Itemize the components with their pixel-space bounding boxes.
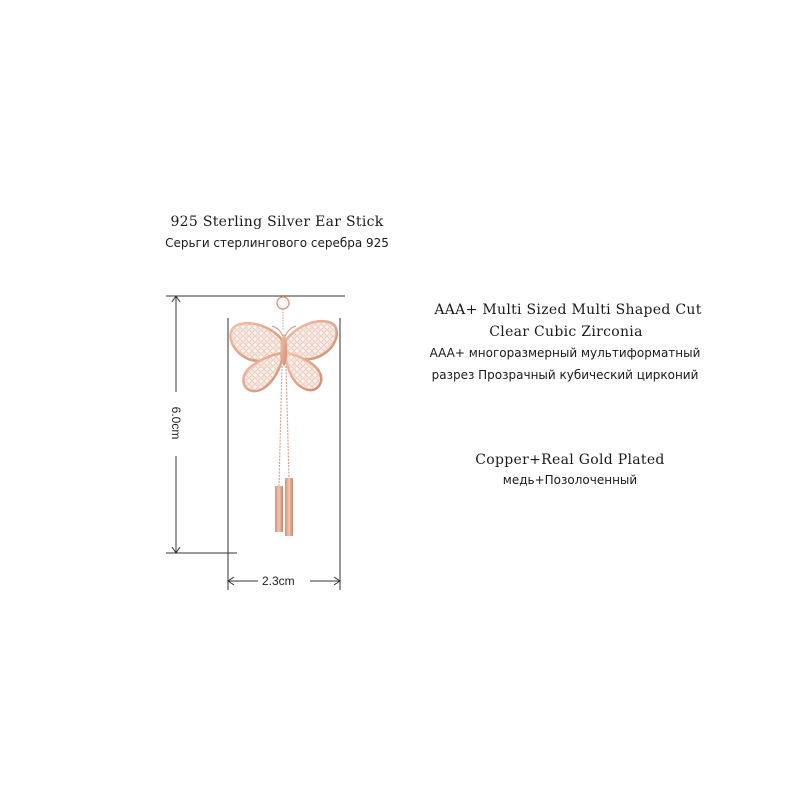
material-title-ru: медь+Позолоченный bbox=[502, 473, 638, 487]
zirconia-title-ru-line1: AAA+ многоразмерный мультиформатный bbox=[429, 346, 701, 360]
butterfly-pendant bbox=[230, 321, 336, 391]
ear-stick-title-ru: Серьги стерлингового серебра 925 bbox=[165, 236, 389, 250]
zirconia-title-en-line1: AAA+ Multi Sized Multi Shaped Cut bbox=[434, 302, 702, 318]
zirconia-title-ru-line2: разрез Прозрачный кубический цирконий bbox=[431, 368, 699, 382]
tassel-chains bbox=[279, 366, 289, 486]
ear-stick-post bbox=[277, 296, 289, 330]
width-dimension-label: 2.3cm bbox=[262, 574, 295, 588]
tassel-bars bbox=[275, 478, 293, 536]
zirconia-title-en-line2: Clear Cubic Zirconia bbox=[489, 324, 643, 340]
ear-stick-title-en: 925 Sterling Silver Ear Stick bbox=[170, 214, 384, 230]
height-dimension-label: 6.0cm bbox=[169, 406, 183, 440]
material-title-en: Copper+Real Gold Plated bbox=[475, 452, 665, 468]
